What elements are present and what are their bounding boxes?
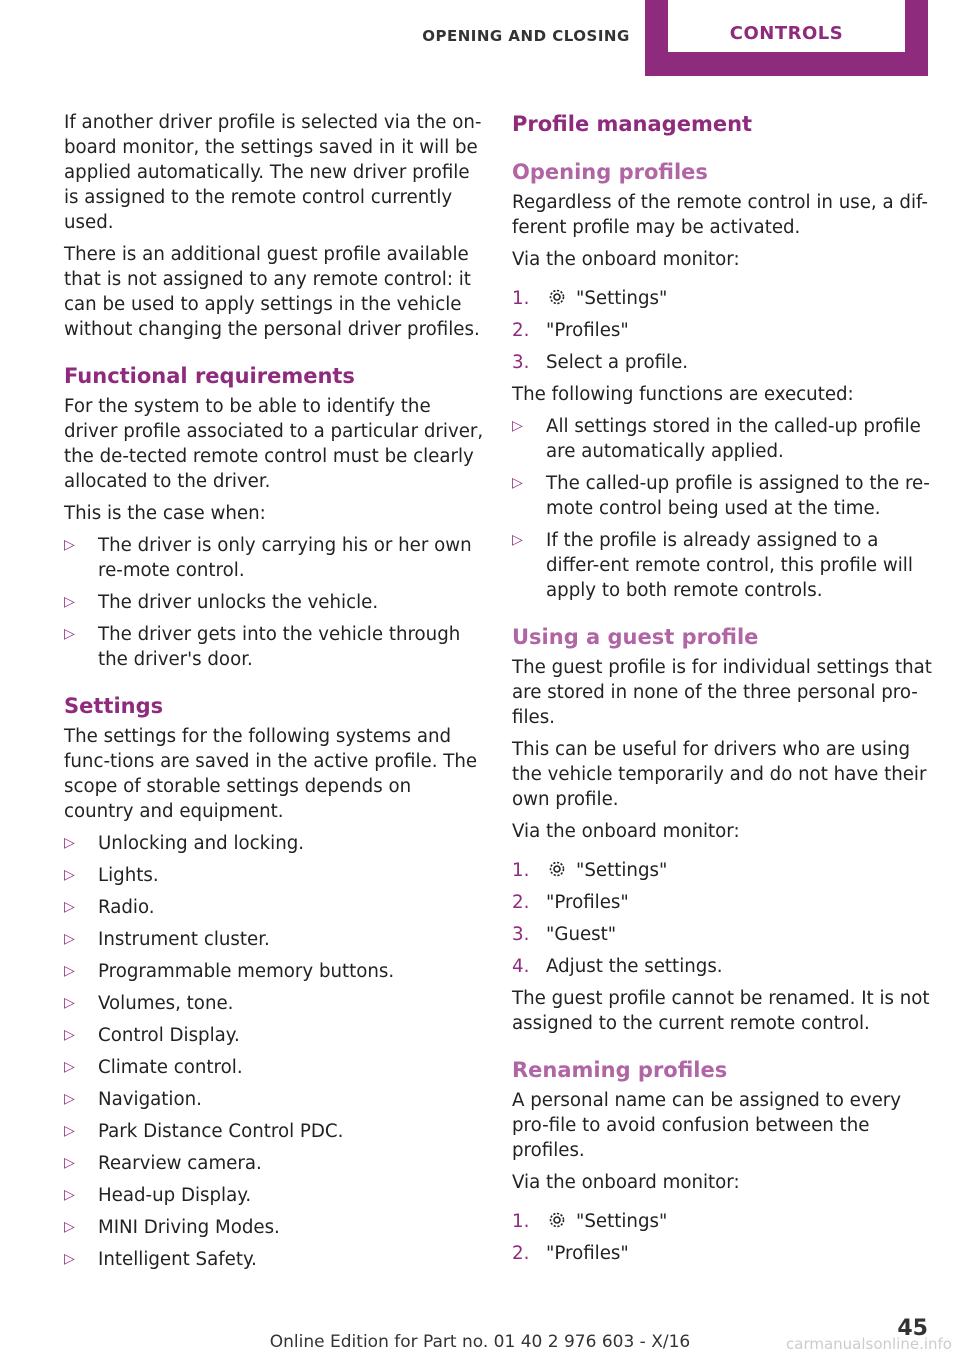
executed-list <box>512 414 932 603</box>
list-item: ▷ Programmable memory buttons. <box>64 961 395 982</box>
list-item: ▷ Climate control. <box>64 1057 243 1078</box>
renaming-steps <box>512 1209 932 1266</box>
executed-intro: The following functions are executed: <box>512 384 854 405</box>
guest-profile-heading: Using a guest profile <box>512 625 759 649</box>
functional-list <box>64 533 484 672</box>
case-intro: This is the case when: <box>64 503 266 524</box>
bullet-icon: ▷ <box>64 1091 75 1107</box>
opening-steps <box>512 286 932 375</box>
guest-steps <box>512 858 932 979</box>
edition-footer: Online Edition for Part no. 01 40 2 976 603 - X/16 <box>269 1332 691 1352</box>
guest-note: The guest profile cannot be renamed. It is not assigned to the current remote control. <box>512 988 930 1034</box>
bullet-icon: ▷ <box>64 1219 75 1235</box>
bullet-icon: ▷ <box>512 532 523 548</box>
bullet-icon: ▷ <box>64 1251 75 1267</box>
bullet-icon: ▷ <box>64 867 75 883</box>
list-item: ▷ The driver is only carrying his or her own re-mote control. <box>64 535 472 581</box>
bullet-icon: ▷ <box>64 899 75 915</box>
settings-gear-icon <box>546 287 568 307</box>
list-item: ▷ Rearview camera. <box>64 1153 262 1174</box>
section-title: OPENING AND CLOSING <box>422 27 630 45</box>
renaming-text: A personal name can be assigned to every pro-file to avoid confusion between the profiles. <box>512 1090 902 1161</box>
step-item: 2. "Profiles" <box>512 1243 629 1264</box>
list-item: ▷ Park Distance Control PDC. <box>64 1121 344 1142</box>
watermark: carmanualsonline.info <box>786 1335 952 1353</box>
guest-text-1: The guest profile is for individual settings that are stored in none of the three personal pro-files. <box>512 657 932 728</box>
list-item: ▷ Control Display. <box>64 1025 240 1046</box>
intro-paragraph-1: If another driver profile is selected via the on-board monitor, the settings saved in it will be applied automatically. The new driver profile is assigned to the remote control currently used. <box>64 112 482 233</box>
step-item: 3. "Guest" <box>512 924 617 945</box>
list-item: ▷ Lights. <box>64 865 159 886</box>
renaming-profiles-heading: Renaming profiles <box>512 1058 728 1082</box>
functional-requirements-text: For the system to be able to identify the driver profile associated to a particular driver, the de-tected remote control must be clearly allocated to the driver. <box>64 396 484 492</box>
bullet-icon: ▷ <box>64 1155 75 1171</box>
step-item: 3. Select a profile. <box>512 352 689 373</box>
bullet-icon: ▷ <box>64 1027 75 1043</box>
functional-requirements-heading: Functional requirements <box>64 364 355 388</box>
list-item: ▷ Intelligent Safety. <box>64 1249 257 1270</box>
list-item: ▷ Unlocking and locking. <box>64 833 305 854</box>
bullet-icon: ▷ <box>64 963 75 979</box>
list-item: ▷ Navigation. <box>64 1089 202 1110</box>
bullet-icon: ▷ <box>64 537 75 553</box>
list-item: ▷ MINI Driving Modes. <box>64 1217 280 1238</box>
opening-profiles-heading: Opening profiles <box>512 160 708 184</box>
chapter-tab <box>645 0 928 76</box>
settings-gear-icon <box>546 859 568 879</box>
list-item: ▷ Head-up Display. <box>64 1185 252 1206</box>
bullet-icon: ▷ <box>64 931 75 947</box>
bullet-icon: ▷ <box>64 1059 75 1075</box>
chapter-tab-label: CONTROLS <box>668 0 905 52</box>
step-item: 1. "Settings" <box>512 1211 668 1232</box>
left-column <box>64 110 484 1279</box>
list-item: ▷ The driver unlocks the vehicle. <box>64 592 379 613</box>
list-item: ▷ If the profile is already assigned to a differ-ent remote control, this profile will apply to both remote controls. <box>512 530 913 601</box>
bullet-icon: ▷ <box>64 594 75 610</box>
bullet-icon: ▷ <box>64 1187 75 1203</box>
renaming-via: Via the onboard monitor: <box>512 1172 740 1193</box>
settings-gear-icon <box>546 1210 568 1230</box>
bullet-icon: ▷ <box>64 626 75 642</box>
intro-paragraph-2: There is an additional guest profile available that is not assigned to any remote control: it can be used to apply settings in the vehicle without changing the personal driver profiles. <box>64 244 480 340</box>
page-number: 45 <box>897 1316 928 1341</box>
bullet-icon: ▷ <box>512 475 523 491</box>
list-item: ▷ All settings stored in the called-up profile are automatically applied. <box>512 416 921 462</box>
list-item: ▷ The called-up profile is assigned to the re-mote control being used at the time. <box>512 473 930 519</box>
bullet-icon: ▷ <box>512 418 523 434</box>
opening-text: Regardless of the remote control in use, a dif-ferent profile may be activated. <box>512 192 928 238</box>
bullet-icon: ▷ <box>64 835 75 851</box>
guest-via: Via the onboard monitor: <box>512 821 740 842</box>
step-item: 1. "Settings" <box>512 288 668 309</box>
settings-heading: Settings <box>64 694 164 718</box>
right-column <box>512 110 932 1273</box>
bullet-icon: ▷ <box>64 995 75 1011</box>
step-item: 2. "Profiles" <box>512 320 629 341</box>
step-item: 1. "Settings" <box>512 860 668 881</box>
step-item: 4. Adjust the settings. <box>512 956 723 977</box>
bullet-icon: ▷ <box>64 1123 75 1139</box>
settings-list <box>64 831 484 1272</box>
step-item: 2. "Profiles" <box>512 892 629 913</box>
list-item: ▷ Volumes, tone. <box>64 993 234 1014</box>
list-item: ▷ The driver gets into the vehicle through the driver's door. <box>64 624 461 670</box>
guest-text-2: This can be useful for drivers who are using the vehicle temporarily and do not have their own profile. <box>512 739 927 810</box>
profile-management-heading: Profile management <box>512 112 753 136</box>
list-item: ▷ Radio. <box>64 897 155 918</box>
opening-via: Via the onboard monitor: <box>512 249 740 270</box>
settings-text: The settings for the following systems and func-tions are saved in the active profile. The scope of storable settings depends on country and equipment. <box>64 726 478 822</box>
list-item: ▷ Instrument cluster. <box>64 929 270 950</box>
